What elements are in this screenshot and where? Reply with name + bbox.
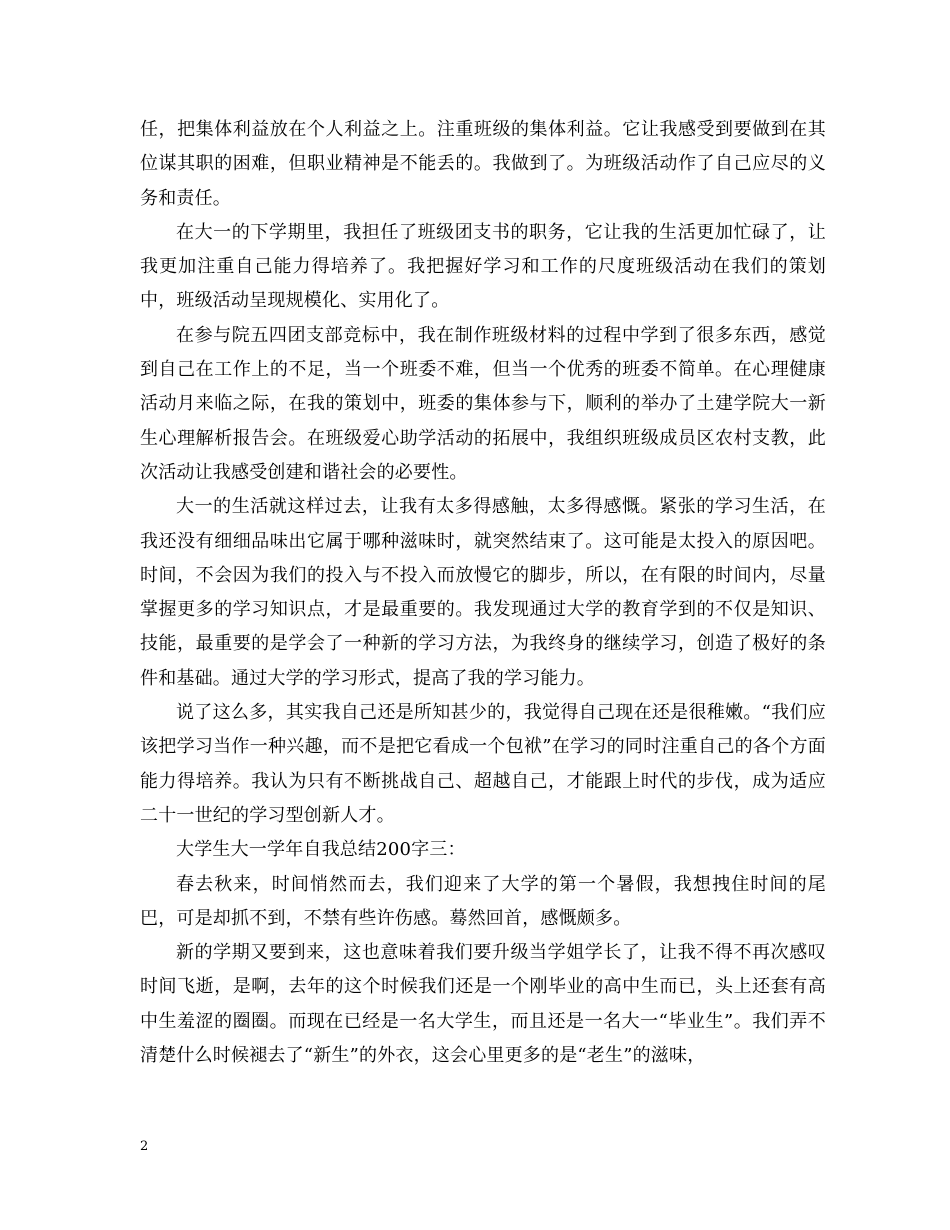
page-number: 2: [140, 1139, 149, 1154]
paragraph-1: 任，把集体利益放在个人利益之上。注重班级的集体利益。它让我感受到要做到在其位谋其职的困难，但职业精神是不能丢的。我做到了。为班级活动作了自己应尽的义务和责任。: [140, 119, 826, 209]
paragraph-2: 在大一的下学期里，我担任了班级团支书的职务，它让我的生活更加忙碌了，让我更加注重自己能力得培养了。我把握好学习和工作的尺度班级活动在我们的策划中，班级活动呈现规模化、实用化了。: [140, 221, 826, 312]
paragraph-7: 新的学期又要到来，这也意味着我们要升级当学姐学长了，让我不得不再次感叹时间飞逝，是啊，去年的这个时候我们还是一个刚毕业的高中生而已，头上还套有高中生羞涩的圈圈。而现在已经是一名大学生，而且还是一名大一“毕业生”。我们弄不清楚什么时候褪去了“新生”的外衣，这会心里更多的是“老生”的滋味，: [140, 942, 826, 1067]
paragraph-5: 说了这么多，其实我自己还是所知甚少的，我觉得自己现在还是很稚嫩。“我们应该把学习当作一种兴趣，而不是把它看成一个包袱”在学习的同时注重自己的各个方面能力得培养。我认为只有不断挑战自己、超越自己，才能跟上时代的步伐，成为适应二十一世纪的学习型创新人才。: [140, 702, 826, 826]
paragraph-6: 春去秋来，时间悄然而去，我们迎来了大学的第一个暑假，我想拽住时间的尾巴，可是却抓不到，不禁有些许伤感。蓦然回首，感慨颇多。: [140, 873, 826, 929]
body-text: [140, 113, 826, 1073]
paragraph-3: 在参与院五四团支部竞标中，我在制作班级材料的过程中学到了很多东西，感觉到自己在工作上的不足，当一个班委不难，但当一个优秀的班委不简单。在心理健康活动月来临之际，在我的策划中，班委的集体参与下，顺利的举办了土建学院大一新生心理解析报告会。在班级爱心助学活动的拓展中，我组织班级成员区农村支教，此次活动让我感受创建和谐社会的必要性。: [140, 324, 826, 483]
paragraph-4: 大一的生活就这样过去，让我有太多得感触，太多得感慨。紧张的学习生活，在我还没有细细品味出它属于哪种滋味时，就突然结束了。这可能是太投入的原因吧。时间，不会因为我们的投入与不投入而放慢它的脚步，所以，在有限的时间内，尽量掌握更多的学习知识点，才是最重要的。我发现通过大学的教育学到的不仅是知识、技能，最重要的是学会了一种新的学习方法，为我终身的继续学习，创造了极好的条件和基础。通过大学的学习形式，提高了我的学习能力。: [140, 496, 826, 689]
section-heading: 大学生大一学年自我总结200字三：: [176, 839, 466, 861]
